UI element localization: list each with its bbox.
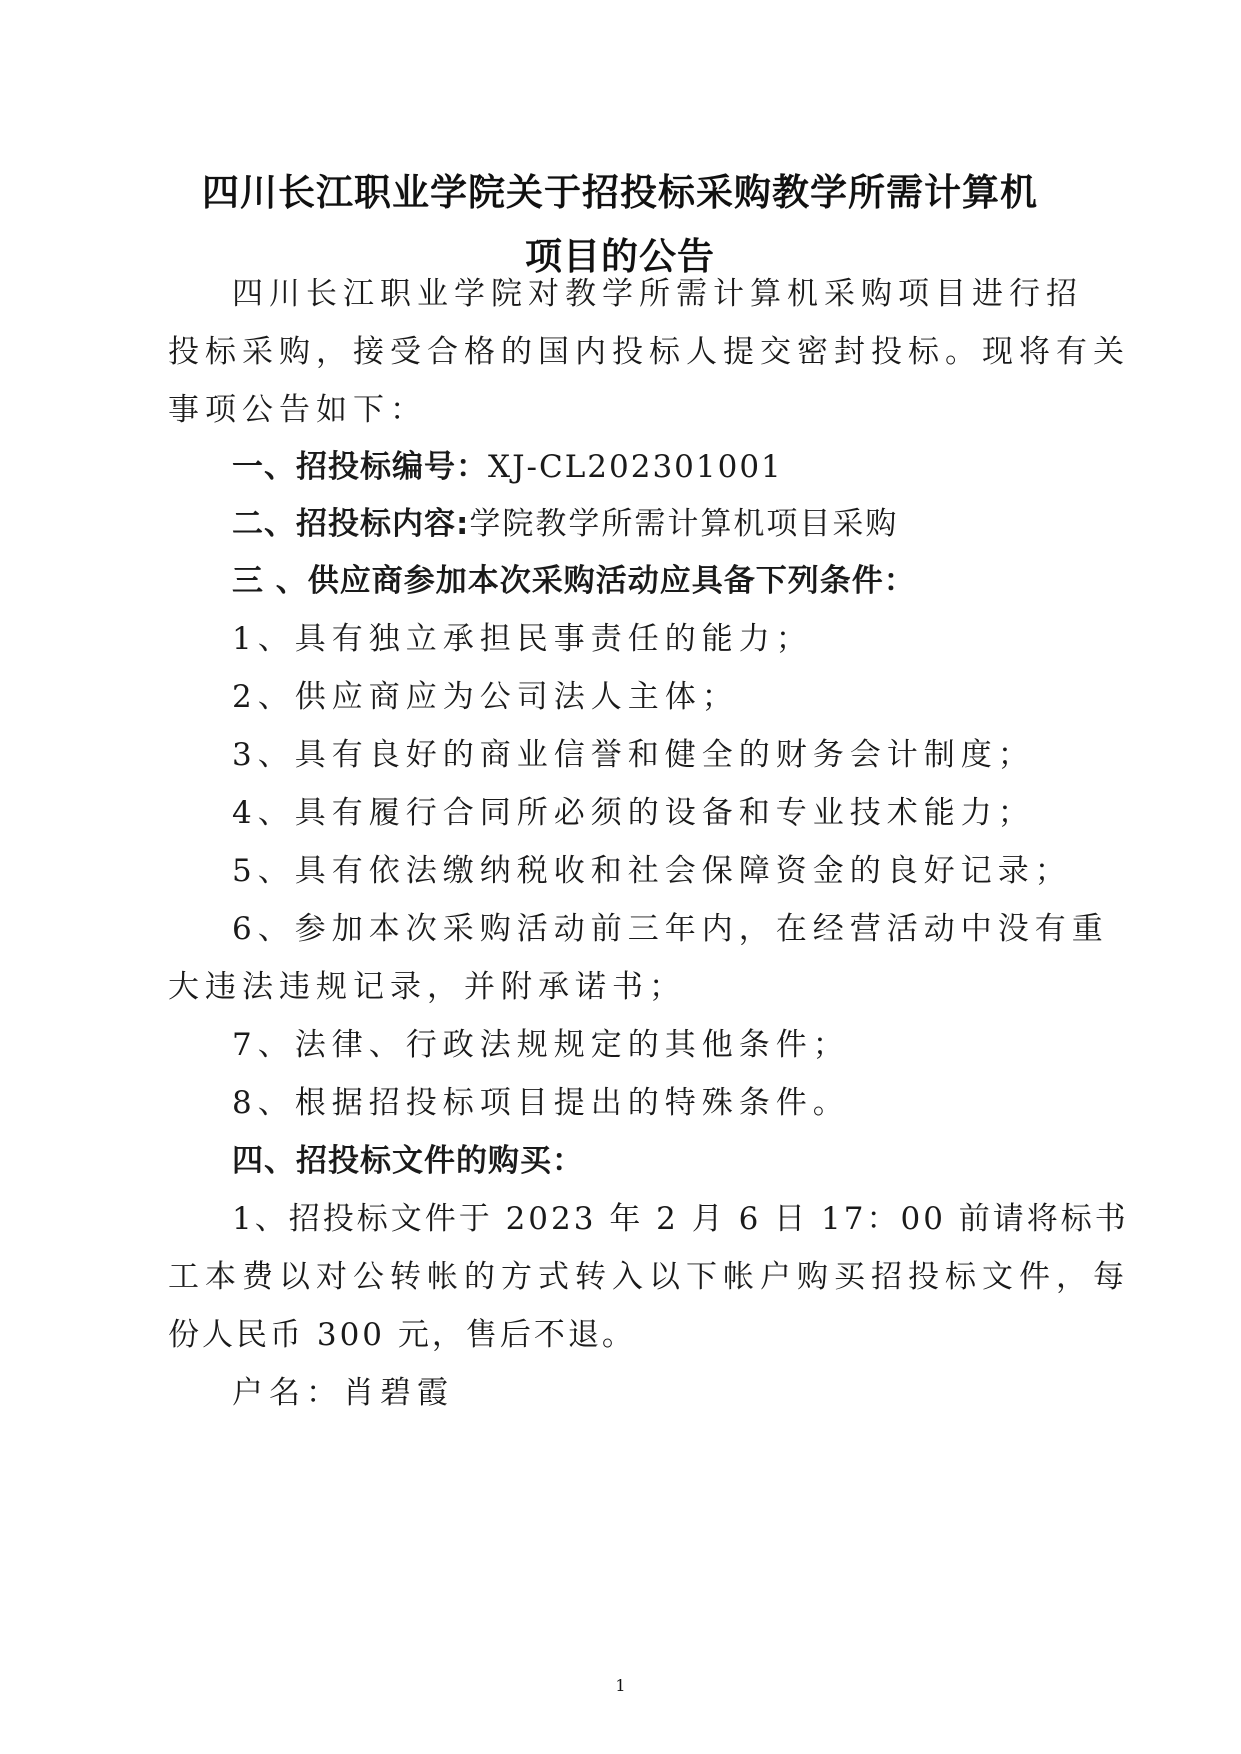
bid-number-value: XJ-CL202301001 bbox=[488, 449, 783, 485]
purchase-item-1-line-2: 工本费以对公转帐的方式转入以下帐户购买招投标文件，每 bbox=[168, 1259, 1130, 1295]
intro-line-3: 事项公告如下： bbox=[168, 392, 427, 428]
purchase-heading: 四、招投标文件的购买： bbox=[232, 1143, 584, 1179]
condition-item-5: 5、具有依法缴纳税收和社会保障资金的良好记录； bbox=[232, 853, 1072, 889]
notice-title-line-1: 四川长江职业学院关于招投标采购教学所需计算机 bbox=[202, 171, 1038, 214]
condition-item-3: 3、具有良好的商业信誉和健全的财务会计制度； bbox=[232, 737, 1035, 773]
notice-title-line-2: 项目的公告 bbox=[525, 235, 715, 278]
page-number: 1 bbox=[615, 1676, 626, 1695]
condition-item-6-line-1: 6、参加本次采购活动前三年内，在经营活动中没有重 bbox=[232, 911, 1109, 947]
bid-content-row bbox=[232, 498, 898, 543]
condition-item-4: 4、具有履行合同所必须的设备和专业技术能力； bbox=[232, 795, 1035, 831]
intro-line-1: 四川长江职业学院对教学所需计算机采购项目进行招 bbox=[232, 276, 1083, 312]
bid-number-row bbox=[232, 441, 783, 486]
condition-item-7: 7、法律、行政法规规定的其他条件； bbox=[232, 1027, 850, 1063]
intro-line-2: 投标采购，接受合格的国内投标人提交密封投标。现将有关 bbox=[168, 334, 1130, 370]
bid-content-heading: 二、招投标内容: bbox=[232, 506, 470, 542]
purchase-item-1-line-1: 1、招投标文件于 2023 年 2 月 6 日 17：00 前请将标书 bbox=[232, 1201, 1129, 1237]
supplier-conditions-heading: 三 、供应商参加本次采购活动应具备下列条件： bbox=[232, 563, 916, 599]
condition-item-2: 2、供应商应为公司法人主体； bbox=[232, 679, 739, 715]
condition-item-8: 8、根据招投标项目提出的特殊条件。 bbox=[232, 1085, 850, 1121]
purchase-item-1-line-3: 份人民币 300 元，售后不退。 bbox=[168, 1317, 636, 1353]
account-name: 户名：肖碧霞 bbox=[232, 1375, 454, 1411]
bid-number-heading: 一、招投标编号： bbox=[232, 449, 488, 485]
condition-item-6-line-2: 大违法违规记录，并附承诺书； bbox=[168, 969, 686, 1005]
bid-content-value: 学院教学所需计算机项目采购 bbox=[469, 506, 899, 542]
condition-item-1: 1、具有独立承担民事责任的能力； bbox=[232, 621, 813, 657]
